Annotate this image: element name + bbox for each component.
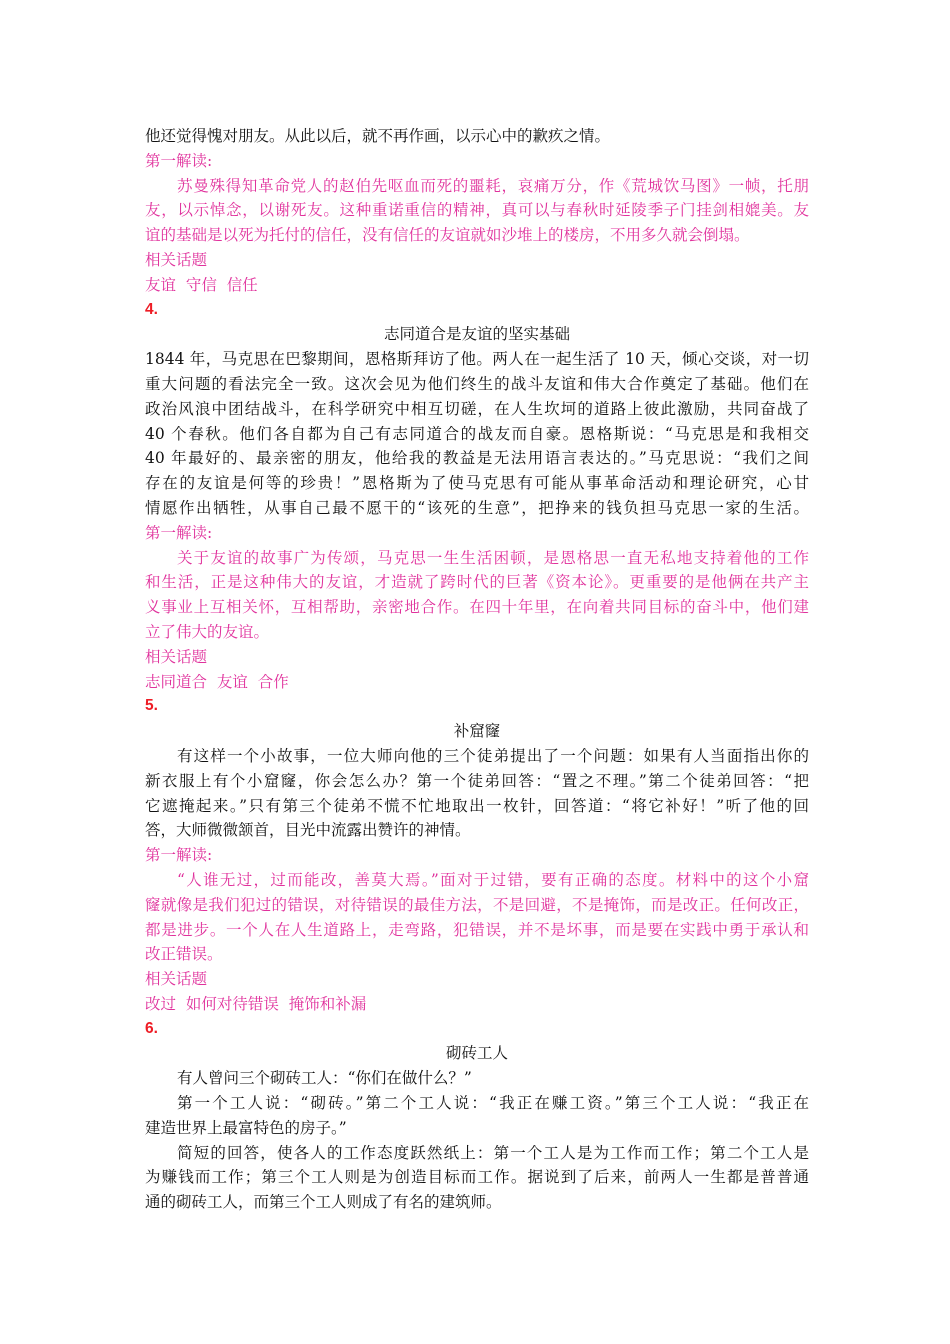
interpretation-line: 都是进步。一个人在人生道路上，走弯路，犯错误，并不是坏事，而是要在实践中勇于承认和 <box>145 920 809 939</box>
body-line: 简短的回答，使各人的工作态度跃然纸上：第一个工人是为工作而工作；第二个工人是 <box>177 1143 809 1162</box>
body-line: 存在的友谊是何等的珍贵！”恩格斯为了使马克思有可能从事革命活动和理论研究，心甘 <box>145 474 809 493</box>
body-line: 建造世界上最富特色的房子。” <box>145 1118 347 1137</box>
section-number: 6. <box>145 1019 158 1037</box>
interpretation-label: 第一解读: <box>145 523 213 542</box>
body-line: 第一个工人说：“砌砖。”第二个工人说：“我正在赚工资。”第三个工人说：“我正在 <box>177 1094 809 1113</box>
interpretation-line: 和生活，正是这种伟大的友谊，才造就了跨时代的巨著《资本论》。更重要的是他俩在共产主 <box>145 573 809 592</box>
interpretation-line: 苏曼殊得知革命党人的赵伯先呕血而死的噩耗，哀痛万分，作《荒城饮马图》一帧，托朋 <box>177 176 809 195</box>
body-line: 情愿作出牺牲，从事自己最不愿干的“该死的生意”，把挣来的钱负担马克思一家的生活。 <box>145 498 809 517</box>
body-line: 通的砌砖工人，而第三个工人则成了有名的建筑师。 <box>145 1193 502 1212</box>
interpretation-label: 第一解读: <box>145 846 213 865</box>
topics-label: 相关话题 <box>145 250 208 269</box>
topics-label: 相关话题 <box>145 647 208 666</box>
topics-list: 改过 如何对待错误 掩饰和补漏 <box>145 994 367 1013</box>
section-number: 4. <box>145 300 158 318</box>
interpretation-line: “人谁无过，过而能改，善莫大焉。”面对于过错，要有正确的态度。材料中的这个小窟 <box>177 870 809 889</box>
interpretation-line: 友，以示悼念，以谢死友。这种重诺重信的精神，真可以与春秋时延陵季子门挂剑相媲美。友 <box>145 201 809 220</box>
interpretation-label: 第一解读: <box>145 151 213 170</box>
body-line: 40 个春秋。他们各自都为自己有志同道合的战友而自豪。恩格斯说：“马克思是和我相交 <box>145 424 809 443</box>
body-line: 重大问题的看法完全一致。这次会见为他们终生的战斗友谊和伟大合作奠定了基础。他们在 <box>145 374 809 393</box>
interpretation-line: 改正错误。 <box>145 945 223 964</box>
section-number: 5. <box>145 697 158 715</box>
interpretation-line: 义事业上互相关怀，互相帮助，亲密地合作。在四十年里，在向着共同目标的奋斗中，他们建 <box>145 598 809 617</box>
body-line: 政治风浪中团结战斗，在科学研究中相互切磋，在人生坎坷的道路上彼此激励，共同奋战了 <box>145 399 809 418</box>
body-line: 他还觉得愧对朋友。从此以后，就不再作画，以示心中的歉疚之情。 <box>145 127 611 145</box>
interpretation-line: 谊的基础是以死为托付的信任，没有信任的友谊就如沙堆上的楼房，不用多久就会倒塌。 <box>145 226 750 245</box>
topics-list: 志同道合 友谊 合作 <box>145 672 289 691</box>
body-line: 为赚钱而工作；第三个工人则是为创造目标而工作。据说到了后来，前两人一生都是普普通 <box>145 1168 809 1187</box>
body-line: 有人曾问三个砌砖工人：“你们在做什么？” <box>177 1069 472 1088</box>
body-line: 1844 年，马克思在巴黎期间，恩格斯拜访了他。两人在一起生活了 10 天，倾心交谈，对一切 <box>145 350 809 369</box>
section-title: 志同道合是友谊的坚实基础 <box>383 325 570 344</box>
topics-label: 相关话题 <box>145 970 208 989</box>
document-content <box>145 124 809 1215</box>
body-line: 有这样一个小故事，一位大师向他的三个徒弟提出了一个问题：如果有人当面指出你的 <box>177 746 809 765</box>
body-line: 新衣服上有个小窟窿，你会怎么办？第一个徒弟回答：“置之不理。”第二个徒弟回答：“把 <box>145 771 809 790</box>
body-line: 40 年最好的、最亲密的朋友，他给我的教益是无法用语言表达的。”马克思说：“我们之间 <box>145 449 809 468</box>
section-title: 砌砖工人 <box>445 1044 508 1063</box>
body-line: 它遮掩起来。”只有第三个徒弟不慌不忙地取出一枚针，回答道：“将它补好！”听了他的回 <box>145 796 809 815</box>
body-line: 答，大师微微颔首，目光中流露出赞许的神情。 <box>145 821 471 840</box>
topics-list: 友谊 守信 信任 <box>145 275 258 294</box>
interpretation-line: 窿就像是我们犯过的错误，对待错误的最佳方法，不是回避，不是掩饰，而是改正。任何改正， <box>145 895 809 914</box>
interpretation-line: 立了伟大的友谊。 <box>145 622 270 641</box>
section-title: 补窟窿 <box>453 722 501 741</box>
interpretation-line: 关于友谊的故事广为传颂，马克思一生生活困顿，是恩格思一直无私地支持着他的工作 <box>177 548 809 567</box>
